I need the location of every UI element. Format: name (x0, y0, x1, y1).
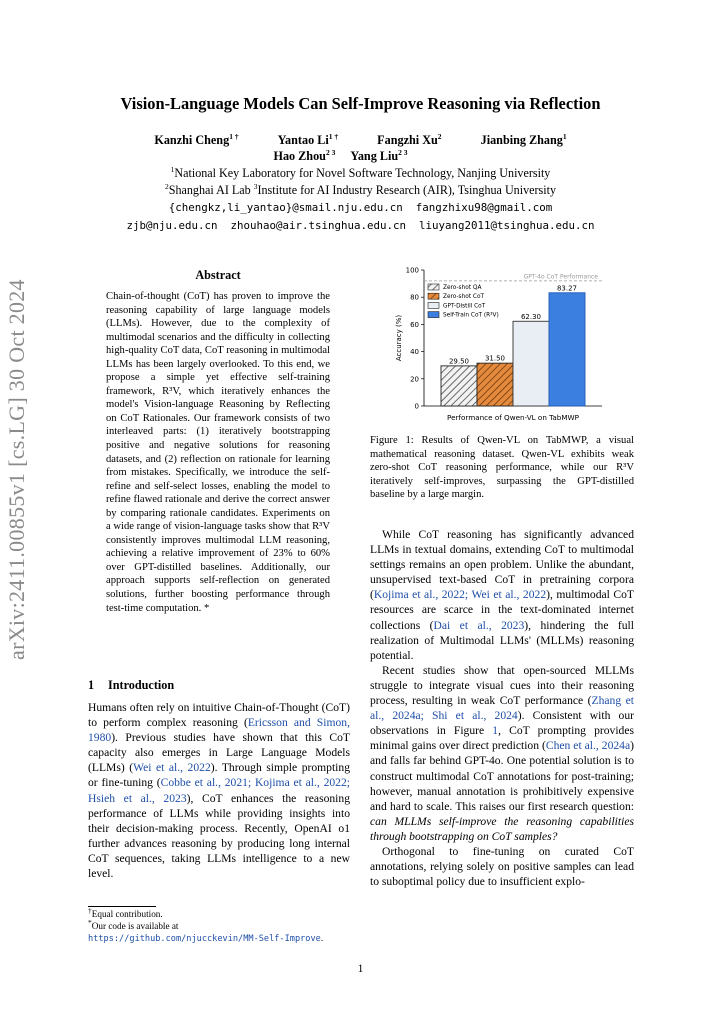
legend-swatch (428, 302, 439, 308)
bar (441, 366, 477, 406)
citation-link[interactable]: Cobbe et al., 2021; Kojima et al., 2022; Hsieh et al., 2023 (88, 776, 350, 805)
author-list (0, 132, 721, 164)
data-label: 29.50 (448, 357, 470, 366)
author: Yang Liu$^{2 3}$ (350, 147, 408, 163)
legend-swatch (428, 284, 439, 290)
citation-link[interactable]: Ericsson and Simon, 1980 (88, 716, 350, 745)
paragraph: Orthogonal to fine-tuning on curated CoT annotations, relying solely on positive samples can lead to suboptimal policy due to insufficient explo- (370, 844, 634, 889)
paper-title: Vision-Language Models Can Self-Improve Reasoning via Reflection (120, 94, 601, 113)
footnote-rule (88, 906, 156, 907)
y-tick-label: 60 (410, 320, 419, 329)
data-label: 62.30 (520, 312, 542, 321)
citation-link[interactable]: Chen et al., 2024a (545, 739, 631, 753)
figure-caption: Figure 1: Results of Qwen-VL on TabMWP, a visual mathematical reasoning dataset. Qwen-VL exhibits weak zero-shot CoT reasoning performance, while our R³V iteratively self-improves, surpassing the GPT-distilled baseline by a large margin. (370, 435, 634, 501)
citation-link[interactable]: Dai et al., 2023 (433, 618, 525, 632)
data-label: 83.27 (556, 284, 578, 293)
y-tick-label: 0 (414, 402, 419, 411)
legend-label: Self-Train CoT (R³V) (443, 312, 499, 319)
legend-swatch (428, 312, 439, 318)
author: Jianbing Zhang$^1$ (480, 131, 567, 147)
y-axis-label: Accuracy (%) (395, 314, 403, 362)
bar (477, 363, 513, 406)
citation-link[interactable]: Zhang et al., 2024a; Shi et al., 2024 (370, 694, 634, 723)
legend-label: Zero-shot CoT (443, 294, 485, 301)
footnotes: †Equal contribution. *Our code is available at https://github.com/njucckevin/MM-Self-Improve. (88, 905, 324, 944)
author: Kanzhi Cheng$^{1 \dagger}$ (154, 131, 239, 147)
author: Hao Zhou$^{2 3}$ (273, 147, 336, 163)
reference-line-label: GPT-4o CoT Performance (523, 273, 598, 281)
data-label: 31.50 (484, 354, 506, 363)
legend-label: GPT-Distill CoT (443, 303, 486, 310)
bar (549, 293, 585, 406)
y-tick-label: 40 (410, 348, 419, 357)
paragraph: While CoT reasoning has significantly advanced LLMs in textual domains, extending CoT to multimodal settings remains an open problem. Unlike the abundant, unsupervised text-based CoT in pretraining corpora (Kojima et al., 2022; Wei et al., 2022), multimodal CoT resources are scarce in the text-dominated internet collections (Dai et al., 2023), hindering the full realization of Multimodal LLMs' (MLLMs) reasoning potential. (370, 528, 635, 662)
email-list: {chengkz,li_yantao}@smail.nju.edu.cn fangzhixu98@gmail.com zjb@nju.edu.cn zhouhao@air.tsinghua.edu.cn liuyang2011@tsinghua.edu.cn (126, 201, 595, 232)
y-tick-label: 20 (410, 375, 419, 384)
citation-link[interactable]: Wei et al., 2022 (133, 761, 211, 775)
abstract-text: Chain-of-thought (CoT) has proven to improve the reasoning capability of large language models (LLMs). However, due to the complexity of multimodal scenarios and the difficulty in collecting high-quality CoT data, CoT reasoning in multimodal LLMs has been largely overlooked. To this end, we propose a simple yet effective self-training framework, R³V, which iteratively enhances the model's Vision-language Reasoning by Reflecting on CoT Rationales. Our framework consists of two interleaved parts: (1) iteratively bootstrapping positive and negative solutions for reasoning datasets, and (2) reflection on rationale for learning from mistakes. Specifically, we introduce the self-refine and self-select losses, enabling the model to refine flawed rationale and derive the correct answer by comparing rationale candidates. Experiments on a wide range of vision-language tasks show that R³V consistently improves multimodal LLM reasoning, achieving a relative improvement of 23% to 60% over GPT-distilled baselines. Additionally, our approach supports self-reflection on generated solutions, further boosting performance through test-time computation. * (106, 291, 330, 614)
right-column-text (370, 527, 634, 889)
section-heading: 1 Introduction (88, 678, 175, 692)
intro-paragraph: Humans often rely on intuitive Chain-of-Thought (CoT) to perform complex reasoning (Ericsson and Simon, 1980). Previous studies have shown that this CoT capacity also emerges in Large Language Models (LLMs) (Wei et al., 2022). Through simple prompting or fine-tuning (Cobbe et al., 2021; Kojima et al., 2022; Hsieh et al., 2023), CoT enhances the reasoning performance of LLMs while providing insights into their decision-making process. Recently, OpenAI o1 further advances reasoning by producing long internal CoT sequences, taking LLMs intelligence to a new level. (88, 701, 350, 881)
y-tick-label: 100 (405, 266, 419, 275)
page-number: 1 (357, 962, 364, 975)
y-tick-label: 80 (410, 293, 419, 302)
legend-label: Zero-shot QA (443, 285, 482, 291)
legend-swatch (428, 293, 439, 299)
citation-link[interactable]: Kojima et al., 2022; Wei et al., 2022 (373, 588, 547, 602)
code-url-link[interactable]: https://github.com/njucckevin/MM-Self-Improve (88, 934, 321, 944)
x-axis-label: Performance of Qwen-VL on TabMWP (447, 413, 579, 422)
author: Yantao $Li^{1 \dagger}$ (277, 131, 339, 147)
figure-ref-link[interactable]: 1 (492, 724, 499, 738)
abstract-heading: Abstract (195, 268, 241, 282)
bar (513, 321, 549, 406)
arxiv-stamp: arXiv:2411.00855v1 [cs.LG] 30 Oct 2024 (4, 279, 29, 660)
paragraph: Recent studies show that open-sourced MLLMs struggle to integrate visual cues into their reasoning process, resulting in weak CoT performance (Zhang et al., 2024a; Shi et al., 2024). Consistent with our observations in Figure 1, CoT prompting provides minimal gains over direct prediction (Chen et al., 2024a) and falls far behind GPT-4o. One potential solution is to construct multimodal CoT annotations for post-training; however, manual annotation is prohibitively expensive and hard to scale. This raises our first research question: can MLLMs self-improve the reasoning capabilities through bootstrapping on CoT samples? (370, 663, 634, 843)
affiliations: $^1$National Key Laboratory for Novel Software Technology, Nanjing University $^2$Shanghai AI Lab $^3$Institute for AI Industry Research (AIR), Tsinghua University (164, 164, 556, 197)
figure-1-chart (368, 262, 634, 428)
author: Fangzhi Xu$^2$ (377, 131, 442, 147)
